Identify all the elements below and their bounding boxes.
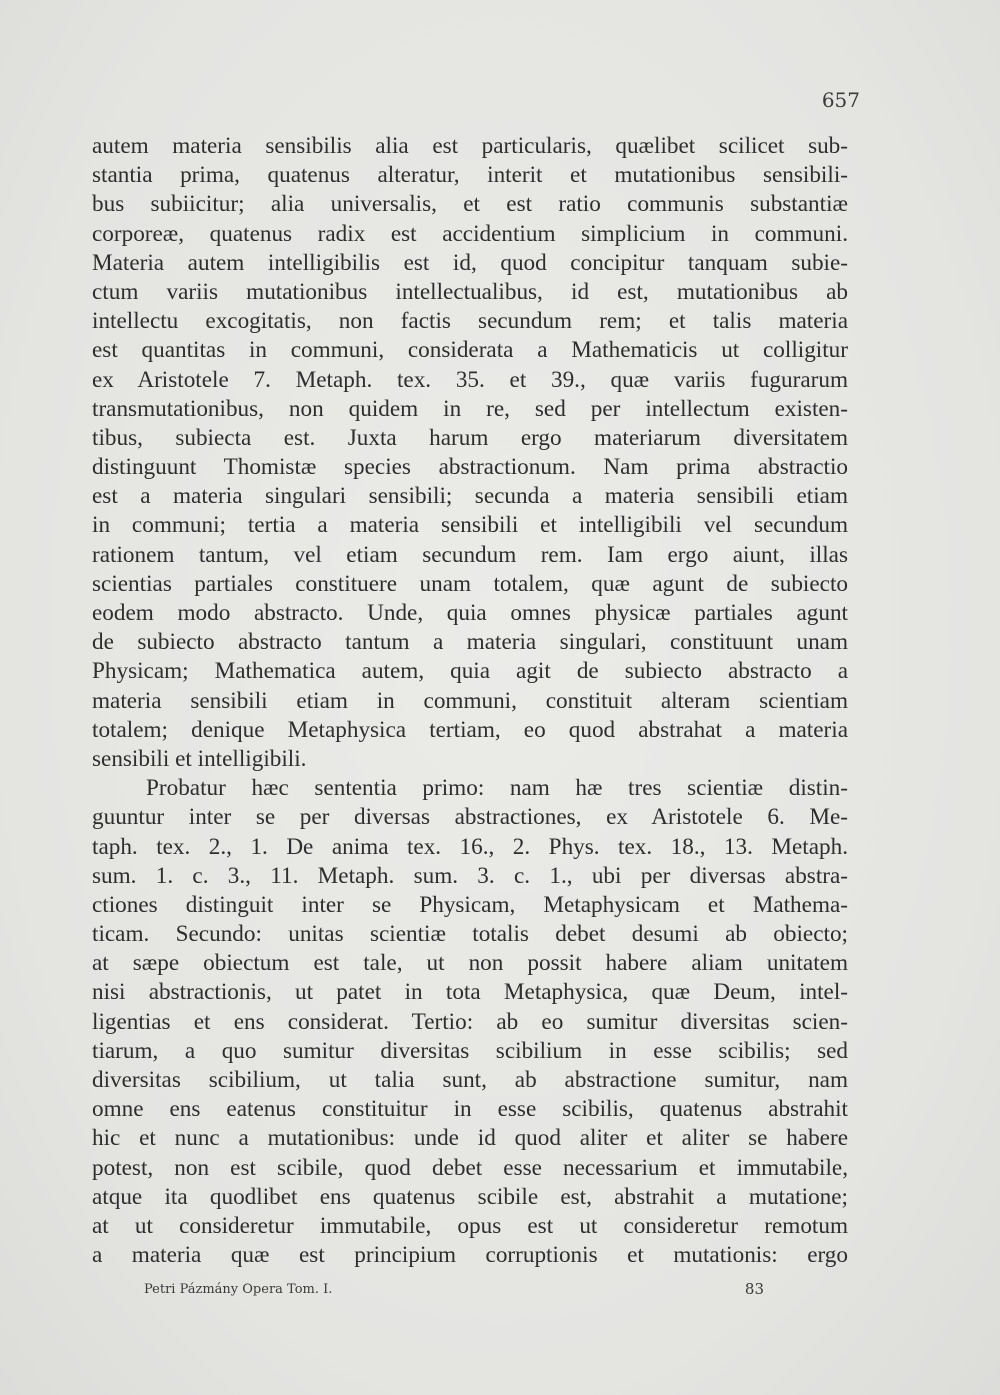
text-line: a materia quæ est principium corruptionis et mutationis: ergo xyxy=(92,1242,848,1269)
text-line: transmutationibus, non quidem in re, sed per intellectum existen- xyxy=(92,395,848,422)
text-line: guuntur inter se per diversas abstractiones, ex Aristotele 6. Me- xyxy=(92,804,848,831)
page-footer xyxy=(144,1282,764,1304)
text-line: rationem tantum, vel etiam secundum rem. Iam ergo aiunt, illas xyxy=(92,541,848,568)
text-line: totalem; denique Metaphysica tertiam, eo quod abstrahat a materia xyxy=(92,716,848,743)
text-line: taph. tex. 2., 1. De anima tex. 16., 2. Phys. tex. 18., 13. Metaph. xyxy=(92,833,848,860)
text-line: bus subiicitur; alia universalis, et est ratio communis substantiæ xyxy=(92,191,848,218)
text-line: omne ens eatenus constituitur in esse scibilis, quatenus abstrahit xyxy=(92,1096,848,1123)
text-line: eodem modo abstracto. Unde, quia omnes physicæ partiales agunt xyxy=(92,600,848,626)
text-line: autem materia sensibilis alia est particularis, quælibet scilicet sub- xyxy=(92,133,848,159)
text-line: nisi abstractionis, ut patet in tota Metaphysica, quæ Deum, intel- xyxy=(92,979,848,1006)
signature-mark: 83 xyxy=(744,1280,764,1298)
text-line: diversitas scibilium, ut talia sunt, ab abstractione sumitur, nam xyxy=(92,1067,848,1093)
text-line: ex Aristotele 7. Metaph. tex. 35. et 39., quæ variis fugurarum xyxy=(92,366,848,393)
text-line: hic et nunc a mutationibus: unde id quod aliter et aliter se habere xyxy=(92,1125,848,1152)
text-line: ligentias et ens considerat. Tertio: ab eo sumitur diversitas scien- xyxy=(92,1008,848,1035)
paragraph-2 xyxy=(92,774,848,1270)
text-line: tibus, subiecta est. Juxta harum ergo materiarum diversitatem xyxy=(92,424,848,451)
text-line: atque ita quodlibet ens quatenus scibile est, abstrahit a mutatione; xyxy=(92,1183,848,1210)
text-line: in communi; tertia a materia sensibili et intelligibili vel secundum xyxy=(92,512,848,539)
text-line: distinguunt Thomistæ species abstractionum. Nam prima abstractio xyxy=(92,454,848,481)
text-line: Materia autem intelligibilis est id, quod concipitur tanquam subie- xyxy=(92,249,848,276)
text-line: at ut consideretur immutabile, opus est ut consideretur remotum xyxy=(92,1212,848,1239)
text-line: scientias partiales constituere unam totalem, quæ agunt de subiecto xyxy=(92,570,848,597)
text-line: ctum variis mutationibus intellectualibus, id est, mutationibus ab xyxy=(92,278,848,305)
text-line: tiarum, a quo sumitur diversitas scibilium in esse scibilis; sed xyxy=(92,1037,848,1064)
page-number: 657 xyxy=(821,88,860,112)
text-line: sensibili et intelligibili. xyxy=(92,745,307,772)
text-line: ctiones distinguit inter se Physicam, Metaphysicam et Mathema- xyxy=(92,891,848,918)
footer-title: Petri Pázmány Opera Tom. I. xyxy=(144,1282,333,1297)
text-line: Physicam; Mathematica autem, quia agit de subiecto abstracto a xyxy=(92,658,848,685)
text-line: de subiecto abstracto tantum a materia singulari, constituunt unam xyxy=(92,629,848,656)
text-line: est a materia singulari sensibili; secunda a materia sensibili etiam xyxy=(92,483,848,510)
paragraph-1 xyxy=(92,132,848,774)
text-line: materia sensibili etiam in communi, constituit alteram scientiam xyxy=(92,687,848,714)
text-line: intellectu excogitatis, non factis secundum rem; et talis materia xyxy=(92,308,848,335)
text-line: potest, non est scibile, quod debet esse necessarium et immutabile, xyxy=(92,1154,848,1181)
body-text xyxy=(92,132,848,1270)
text-line: ticam. Secundo: unitas scientiæ totalis debet desumi ab obiecto; xyxy=(92,921,848,948)
text-line: est quantitas in communi, considerata a Mathematicis ut colligitur xyxy=(92,337,848,364)
text-line: Probatur hæc sententia primo: nam hæ tres scientiæ distin- xyxy=(146,775,848,802)
text-line: corporeæ, quatenus radix est accidentium simplicium in communi. xyxy=(92,220,848,247)
text-line: at sæpe obiectum est tale, ut non possit habere aliam unitatem xyxy=(92,950,848,977)
text-line: sum. 1. c. 3., 11. Metaph. sum. 3. c. 1., ubi per diversas abstra- xyxy=(92,862,848,889)
text-line: stantia prima, quatenus alteratur, interit et mutationibus sensibili- xyxy=(92,162,848,189)
